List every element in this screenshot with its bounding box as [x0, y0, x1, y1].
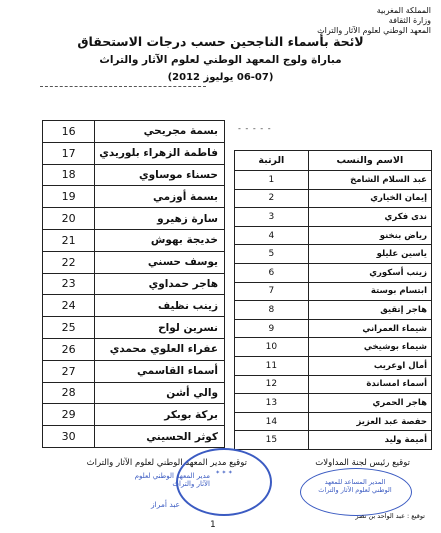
table-row: [235, 375, 432, 394]
candidate-rank: 9: [235, 319, 309, 338]
candidate-name: ياسين عليلو: [308, 245, 431, 264]
candidate-name: إيمان الخياري: [308, 189, 431, 208]
candidate-rank: 21: [43, 229, 95, 251]
table-row: [235, 226, 432, 245]
page-number: 1: [210, 520, 216, 530]
candidate-rank: 27: [43, 360, 95, 382]
table-row: [43, 426, 225, 448]
candidate-name: حفصة عبد العزيز: [308, 412, 431, 431]
candidate-name: هاجر حمداوي: [95, 273, 225, 295]
candidate-rank: 13: [235, 394, 309, 413]
document-title: لائحة بأسماء الناجحين حسب درجات الاستحقاق: [77, 34, 364, 49]
candidate-rank: 26: [43, 338, 95, 360]
candidate-name: بسمة مجريحي: [95, 121, 225, 143]
document-date: (06-07 يوليوز 2012): [167, 72, 274, 83]
candidate-name: شيماء بوشيخي: [308, 338, 431, 357]
director-stamp-text: [100, 472, 210, 488]
institution-header: [317, 6, 431, 36]
table-row: [43, 295, 225, 317]
candidate-rank: 4: [235, 226, 309, 245]
candidate-name: زينب أسكوري: [308, 263, 431, 282]
document-subtitle: مباراة ولوج المعهد الوطني لعلوم الآثار والتراث: [99, 54, 342, 66]
table-row: [235, 338, 432, 357]
candidate-name: كوثر الحسيني: [95, 426, 225, 448]
header-ministry: وزارة الثقافة: [388, 16, 431, 25]
column-header-name: الاسم والنسب: [308, 151, 431, 171]
candidate-rank: 10: [235, 338, 309, 357]
header-kingdom: المملكة المغربية: [376, 6, 431, 15]
table-row: [43, 208, 225, 230]
candidate-rank: 7: [235, 282, 309, 301]
table-row: [235, 208, 432, 227]
candidate-rank: 2: [235, 189, 309, 208]
candidate-name: رياض بنخنو: [308, 226, 431, 245]
committee-stamp-line2: الوطني لعلوم الآثار والتراث: [318, 486, 392, 494]
candidate-rank: 14: [235, 412, 309, 431]
table-row: [43, 251, 225, 273]
director-signature-label: توقيع مدير المعهد الوطني لعلوم الآثار والتراث: [86, 458, 247, 468]
candidate-name: والي أشن: [95, 382, 225, 404]
results-table-continued: [42, 120, 225, 448]
results-table-main: [234, 150, 432, 450]
candidate-rank: 6: [235, 263, 309, 282]
candidate-rank: 8: [235, 301, 309, 320]
candidate-rank: 11: [235, 356, 309, 375]
table-row: [43, 229, 225, 251]
candidate-name: عفراء العلوي محمدي: [95, 338, 225, 360]
candidate-rank: 17: [43, 142, 95, 164]
committee-stamp-line1: المدير المساعد للمعهد: [324, 478, 386, 486]
table-row: [235, 356, 432, 375]
candidate-rank: 5: [235, 245, 309, 264]
director-stamp-line2: الآثار والتراث: [172, 480, 210, 488]
candidate-rank: 23: [43, 273, 95, 295]
table-row: [43, 404, 225, 426]
director-stamp-line1: مدير المعهد الوطني لعلوم: [134, 472, 210, 480]
table-row: [235, 431, 432, 450]
table-row: [43, 382, 225, 404]
table-row: [235, 394, 432, 413]
candidate-name: يوسف حسني: [95, 251, 225, 273]
column-header-rank: الرتبة: [235, 151, 309, 171]
table-row: [43, 142, 225, 164]
table-row: [235, 412, 432, 431]
table-row: [235, 189, 432, 208]
candidate-rank: 30: [43, 426, 95, 448]
candidate-name: بسمة أوزمي: [95, 186, 225, 208]
header-institute: المعهد الوطني لعلوم الآثار والتراث: [317, 26, 431, 35]
official-stamp: ✶ ✶ ✶: [176, 448, 272, 516]
candidate-name: نسرين لواح: [95, 317, 225, 339]
candidate-rank: 22: [43, 251, 95, 273]
candidate-rank: 16: [43, 121, 95, 143]
candidate-rank: 20: [43, 208, 95, 230]
candidate-name: أمال اوعريب: [308, 356, 431, 375]
candidate-rank: 15: [235, 431, 309, 450]
director-signer: عبد أمراز: [150, 500, 180, 509]
candidate-rank: 19: [43, 186, 95, 208]
committee-signer: توقيع : عبد الواحد بن نصر: [355, 512, 425, 520]
committee-stamp-text: [305, 478, 405, 494]
candidate-name: خديجة بهوش: [95, 229, 225, 251]
blank-line: [40, 86, 206, 87]
dash-mark: - - - - -: [238, 124, 272, 133]
table-row: [43, 360, 225, 382]
candidate-name: أسماء امساندة: [308, 375, 431, 394]
candidate-name: بركة بوبكر: [95, 404, 225, 426]
candidate-name: هاجر الحمري: [308, 394, 431, 413]
table-row: [235, 301, 432, 320]
candidate-rank: 1: [235, 171, 309, 190]
candidate-name: فاطمة الزهراء بلوريدي: [95, 142, 225, 164]
table-row: [235, 263, 432, 282]
table-row: [43, 317, 225, 339]
table-row: [235, 319, 432, 338]
candidate-name: أسماء القاسمي: [95, 360, 225, 382]
candidate-rank: 25: [43, 317, 95, 339]
table-row: [43, 186, 225, 208]
candidate-name: أميمة وليد: [308, 431, 431, 450]
candidate-rank: 3: [235, 208, 309, 227]
table-row: [235, 245, 432, 264]
table-row: [43, 164, 225, 186]
candidate-rank: 24: [43, 295, 95, 317]
candidate-name: هاجر إتقيق: [308, 301, 431, 320]
table-row: [235, 171, 432, 190]
candidate-name: ندى فكري: [308, 208, 431, 227]
table-row: [43, 273, 225, 295]
table-row: [235, 282, 432, 301]
candidate-name: زينب نظيف: [95, 295, 225, 317]
candidate-rank: 28: [43, 382, 95, 404]
table-row: [43, 338, 225, 360]
candidate-name: عبد السلام الشامخ: [308, 171, 431, 190]
committee-signature-label: توقيع رئيس لجنة المداولات: [315, 458, 410, 468]
candidate-name: شيماء العمراني: [308, 319, 431, 338]
candidate-name: حسناء موساوي: [95, 164, 225, 186]
candidate-rank: 18: [43, 164, 95, 186]
table-row: [43, 121, 225, 143]
candidate-rank: 29: [43, 404, 95, 426]
candidate-name: ابتسام بوستة: [308, 282, 431, 301]
candidate-rank: 12: [235, 375, 309, 394]
candidate-name: سارة زهيرو: [95, 208, 225, 230]
